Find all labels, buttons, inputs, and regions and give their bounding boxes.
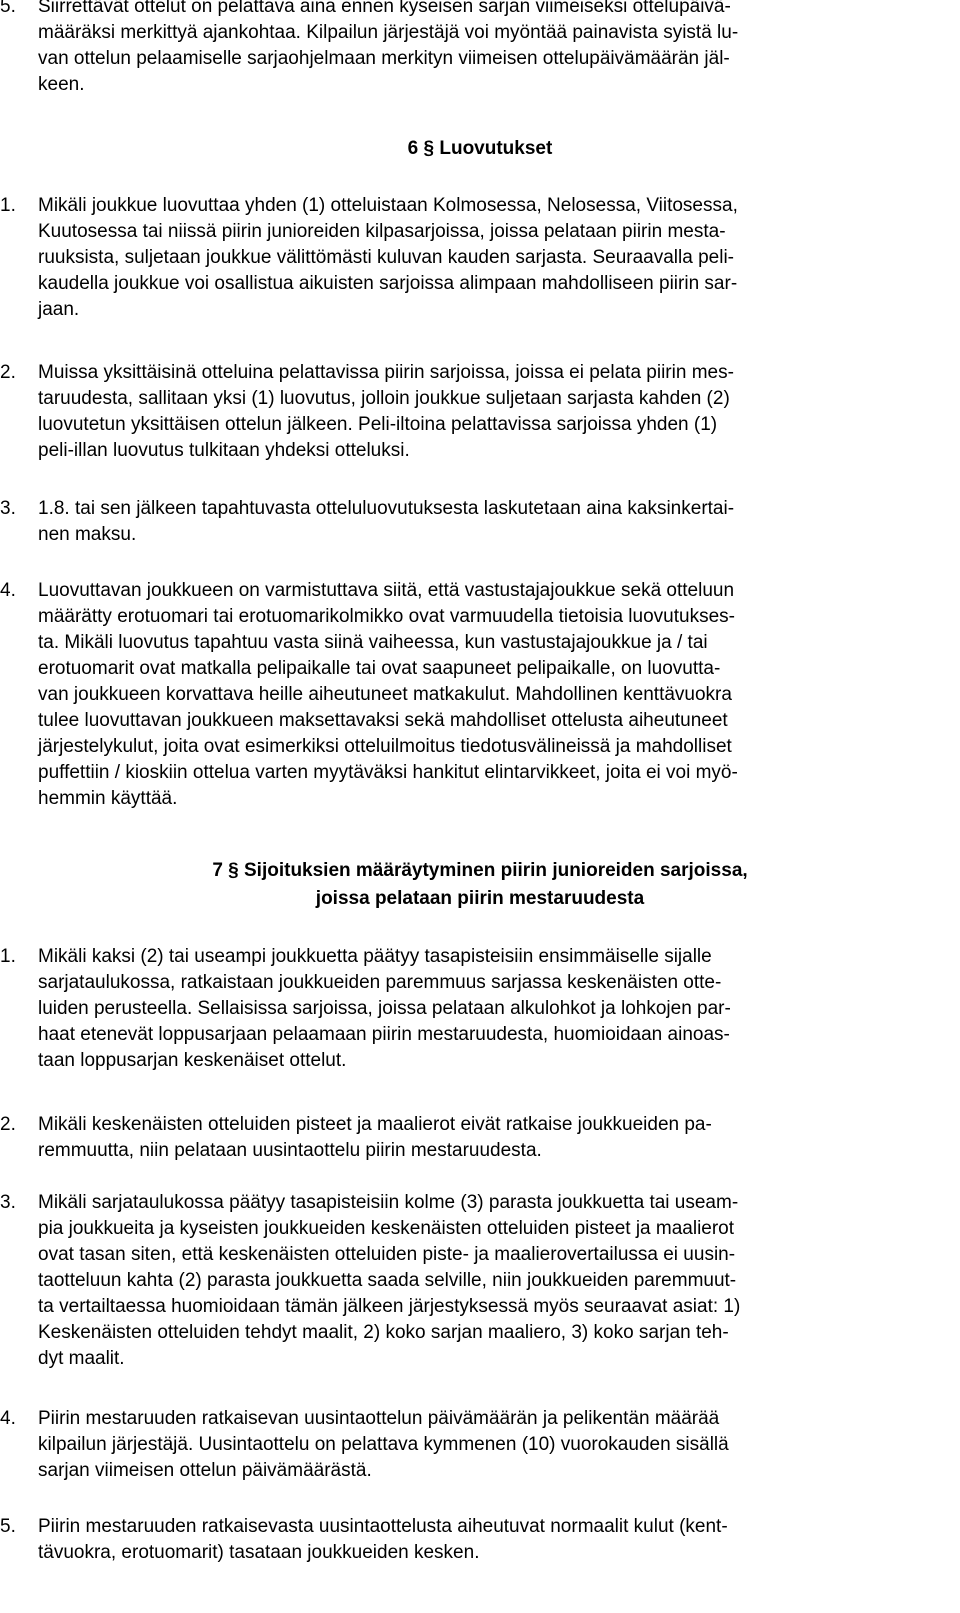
item-text-line: ruuksista, suljetaan joukkue välittömästi kuluvan kauden sarjasta. Seuraavalla peli- [38,247,734,268]
item-number: 5. [0,0,16,17]
item-text-line: määräksi merkittyä ajankohtaa. Kilpailun järjestäjä voi myöntää painavista syistä lu- [38,22,739,43]
item-number: 2. [0,362,16,383]
item-text-line: sarjataulukossa, ratkaistaan joukkueiden paremmuus sarjassa keskenäisten otte- [38,972,722,993]
item-number: 5. [0,1516,16,1537]
item-text-line: jaan. [38,299,80,320]
item-text-line: Muissa yksittäisinä otteluina pelattavissa piirin sarjoissa, joissa ei pelata piirin mes- [38,362,734,383]
item-text-line: Siirrettävät ottelut on pelattava aina ennen kyseisen sarjan viimeiseksi ottelupäivä- [38,0,731,17]
item-text-line: ovat tasan siten, että keskenäisten otteluiden piste- ja maalierovertailussa ei uusin- [38,1244,736,1265]
item-text-line: nen maksu. [38,524,137,545]
item-text-line: Mikäli kaksi (2) tai useampi joukkuetta päätyy tasapisteisiin ensimmäiselle sijalle [38,946,712,967]
item-text-line: peli-illan luovutus tulkitaan yhdeksi otteluksi. [38,440,410,461]
item-text-line: järjestelykulut, joita ovat esimerkiksi otteluilmoitus tiedotusvälineissä ja mahdolliset [38,736,732,757]
item-text-line: keen. [38,74,85,95]
item-text-line: Kuutosessa tai niissä piirin junioreiden kilpasarjoissa, joissa pelataan piirin mesta- [38,221,726,242]
section-heading: joissa pelataan piirin mestaruudesta [315,888,645,909]
item-text-line: ta. Mikäli luovutus tapahtuu vasta siinä vaiheessa, kun vastustajajoukkue ja / tai [38,632,708,653]
item-text-line: taotteluun kahta (2) parasta joukkuetta saada selville, niin joukkueiden paremmuut- [38,1270,737,1291]
item-text-line: taan loppusarjan keskenäiset ottelut. [38,1050,347,1071]
item-text-line: van ottelun pelaamiselle sarjaohjelmaan merkityn viimeisen ottelupäivämäärän jäl- [38,48,730,69]
item-number: 3. [0,498,16,519]
section-heading: 7 § Sijoituksien määräytyminen piirin junioreiden sarjoissa, [212,860,748,881]
item-text-line: Mikäli keskenäisten otteluiden pisteet ja maalierot eivät ratkaise joukkueiden pa- [38,1114,712,1135]
item-text-line: tulee luovuttavan joukkueen maksettavaksi sekä mahdolliset ottelusta aiheutuneet [38,710,728,731]
item-text-line: Piirin mestaruuden ratkaisevasta uusintaottelusta aiheutuvat normaalit kulut (kent- [38,1516,728,1537]
item-number: 2. [0,1114,16,1135]
item-text-line: Luovuttavan joukkueen on varmistuttava siitä, että vastustajajoukkue sekä otteluun [38,580,735,601]
item-text-line: kaudella joukkue voi osallistua aikuisten sarjoissa alimpaan mahdolliseen piirin sar- [38,273,738,294]
item-text-line: ta vertailtaessa huomioidaan tämän jälkeen järjestyksessä myös seuraavat asiat: 1) [38,1296,741,1317]
item-number: 1. [0,946,16,967]
item-text-line: sarjan viimeisen ottelun päivämäärästä. [38,1460,372,1481]
item-text-line: pia joukkueita ja kyseisten joukkueiden keskenäisten otteluiden pisteet ja maalierot [38,1218,735,1239]
item-text-line: Keskenäisten otteluiden tehdyt maalit, 2) koko sarjan maaliero, 3) koko sarjan teh- [38,1322,729,1343]
item-text-line: Mikäli sarjataulukossa päätyy tasapisteisiin kolme (3) parasta joukkuetta tai useam- [38,1192,739,1213]
item-number: 1. [0,195,16,216]
item-text-line: Piirin mestaruuden ratkaisevan uusintaottelun päivämäärän ja pelikentän määrää [38,1408,720,1429]
item-text-line: dyt maalit. [38,1348,125,1369]
item-text-line: luiden perusteella. Sellaisissa sarjoissa, joissa pelataan alkulohkot ja lohkojen par- [38,998,731,1019]
item-text-line: Mikäli joukkue luovuttaa yhden (1) otteluistaan Kolmosessa, Nelosessa, Viitosessa, [38,195,738,216]
item-text-line: kilpailun järjestäjä. Uusintaottelu on pelattava kymmenen (10) vuorokauden sisällä [38,1434,729,1455]
item-text-line: van joukkueen korvattava heille aiheutuneet matkakulut. Mahdollinen kenttävuokra [38,684,732,705]
item-text-line: tävuokra, erotuomarit) tasataan joukkueiden kesken. [38,1542,480,1563]
item-number: 4. [0,580,16,601]
item-text-line: haat etenevät loppusarjaan pelaamaan piirin mestaruudesta, huomioidaan ainoas- [38,1024,730,1045]
item-text-line: luovutetun yksittäisen ottelun jälkeen. Peli-iltoina pelattavissa sarjoissa yhden (1) [38,414,718,435]
item-number: 4. [0,1408,16,1429]
item-text-line: puffettiin / kioskiin ottelua varten myytäväksi hankitut elintarvikkeet, joita ei voi myö- [38,762,738,783]
item-text-line: hemmin käyttää. [38,788,178,809]
item-text-line: remmuutta, niin pelataan uusintaottelu piirin mestaruudesta. [38,1140,542,1161]
item-number: 3. [0,1192,16,1213]
item-text-line: erotuomarit ovat matkalla pelipaikalle tai ovat saapuneet pelipaikalle, on luovutta- [38,658,721,679]
section-heading: 6 § Luovutukset [407,138,553,159]
item-text-line: määrätty erotuomari tai erotuomarikolmikko ovat varmuudella tietoisia luovutukses- [38,606,735,627]
item-text-line: 1.8. tai sen jälkeen tapahtuvasta otteluluovutuksesta laskutetaan aina kaksinkertai- [38,498,735,519]
item-text-line: taruudesta, sallitaan yksi (1) luovutus, jolloin joukkue suljetaan sarjasta kahden (2) [38,388,730,409]
